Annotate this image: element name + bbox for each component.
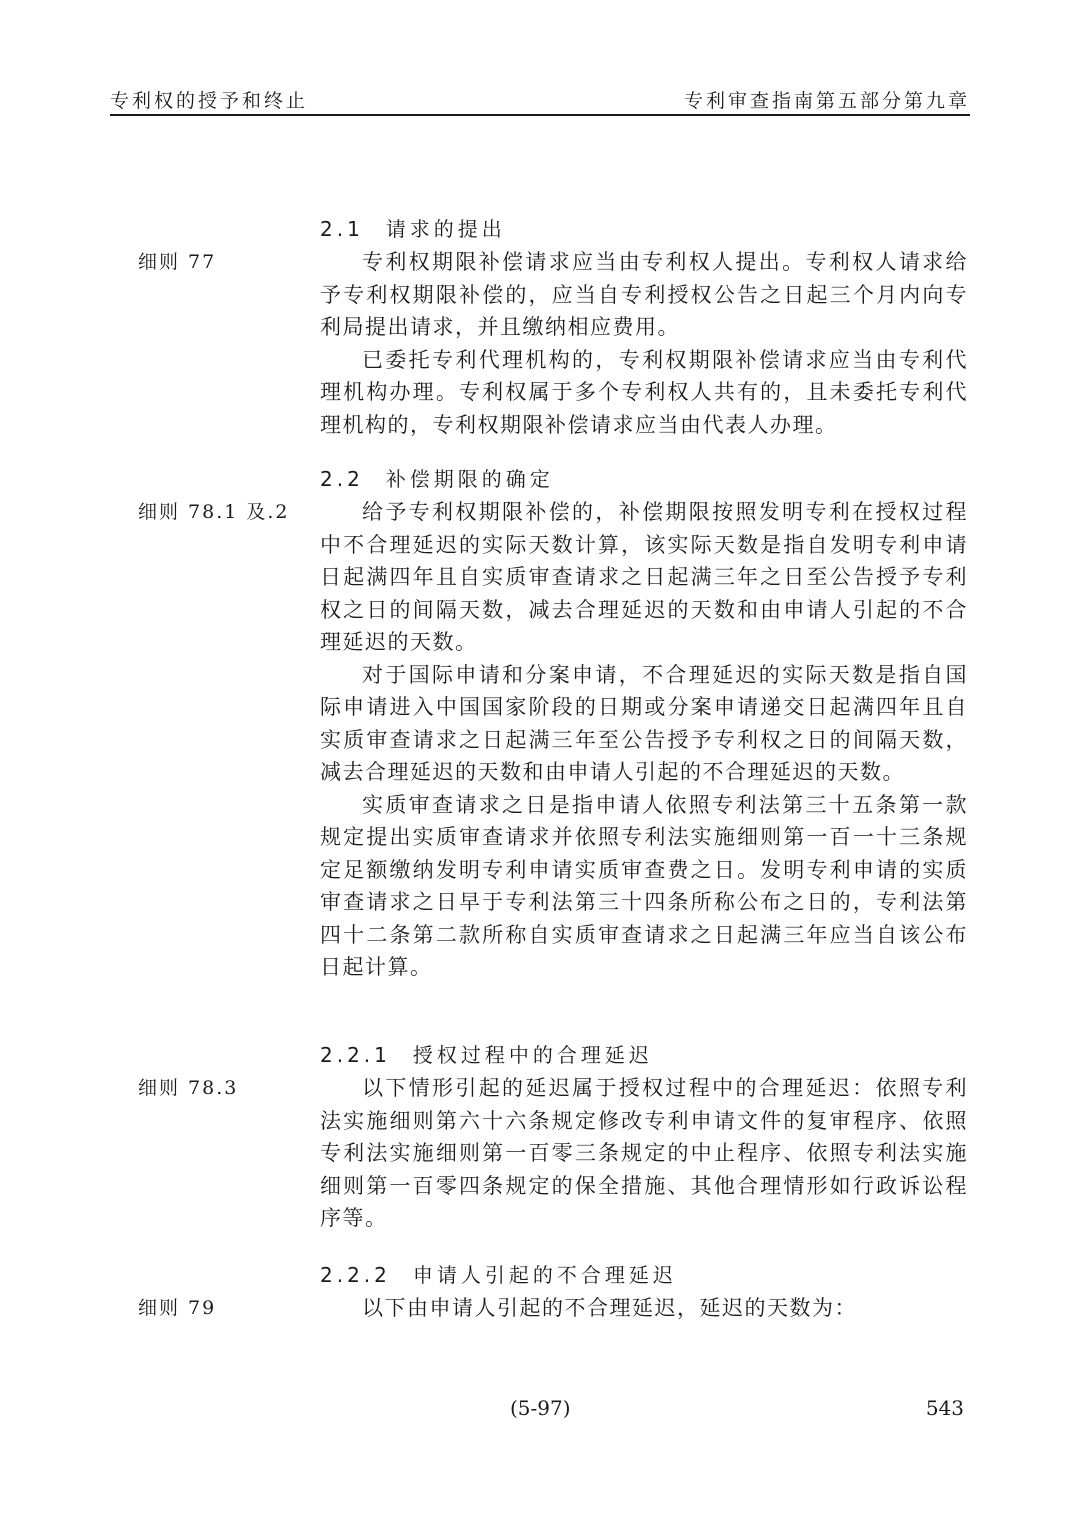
page-header xyxy=(110,86,970,114)
section-2-2-2 xyxy=(138,1260,968,1325)
header-rule xyxy=(110,114,970,116)
section-2-2 xyxy=(138,464,968,984)
section-number: 2.2.1 xyxy=(320,1043,391,1067)
section-2-1 xyxy=(138,214,968,441)
section-number: 2.2.2 xyxy=(320,1263,391,1287)
paragraph: 对于国际申请和分案申请，不合理延迟的实际天数是指自国际申请进入中国国家阶段的日期或分案申请递交日起满四年且自实质审查请求之日起满三年至公告授予专利权之日的间隔天数，减去合理延迟的天数和由申请人引起的不合理延迟的天数。 xyxy=(320,662,968,784)
section-number: 2.2 xyxy=(320,467,364,491)
header-guide-reference: 专利审查指南第五部分第九章 xyxy=(683,90,970,112)
paragraph: 以下情形引起的延迟属于授权过程中的合理延迟：依照专利法实施细则第六十六条规定修改专利申请文件的复审程序、依照专利法实施细则第一百零三条规定的中止程序、依照专利法实施细则第一百零四条规定的保全措施、其他合理情形如行政诉讼程序等。 xyxy=(320,1076,968,1230)
section-number: 2.1 xyxy=(320,217,364,241)
section-heading xyxy=(320,214,968,246)
section-title: 授权过程中的合理延迟 xyxy=(412,1043,653,1067)
page-number: 543 xyxy=(925,1396,964,1420)
section-page-number: (5-97) xyxy=(510,1396,571,1420)
paragraph: 实质审查请求之日是指申请人依照专利法第三十五条第一款规定提出实质审查请求并依照专利法实施细则第一百一十三条规定足额缴纳发明专利申请实质审查费之日。发明专利申请的实质审查请求之日早于专利法第三十四条所称公布之日的，专利法第四十二条第二款所称自实质审查请求之日起满三年应当自该公布日起计算。 xyxy=(320,792,968,979)
paragraph: 专利权期限补偿请求应当由专利权人提出。专利权人请求给予专利权期限补偿的，应当自专利授权公告之日起三个月内向专利局提出请求，并且缴纳相应费用。 xyxy=(320,250,968,339)
section-body xyxy=(320,496,968,984)
section-body xyxy=(320,1292,968,1325)
paragraph: 已委托专利代理机构的，专利权期限补偿请求应当由专利代理机构办理。专利权属于多个专利权人共有的，且未委托专利代理机构的，专利权期限补偿请求应当由代表人办理。 xyxy=(320,347,968,437)
section-heading xyxy=(320,464,968,496)
margin-rule-reference: 细则 79 xyxy=(138,1297,217,1319)
section-heading xyxy=(320,1260,968,1292)
section-body xyxy=(320,246,968,441)
section-heading xyxy=(320,1040,968,1072)
section-2-2-1 xyxy=(138,1040,968,1235)
margin-rule-reference: 细则 78.3 xyxy=(138,1077,239,1099)
page-footer xyxy=(0,1396,1080,1426)
section-title: 请求的提出 xyxy=(385,217,506,241)
margin-rule-reference: 细则 78.1 及.2 xyxy=(138,501,290,523)
margin-rule-reference: 细则 77 xyxy=(138,251,217,273)
paragraph: 给予专利权期限补偿的，补偿期限按照发明专利在授权过程中不合理延迟的实际天数计算，该实际天数是指自发明专利申请日起满四年且自实质审查请求之日起满三年之日至公告授予专利权之日的间隔天数，减去合理延迟的天数和由申请人引起的不合理延迟的天数。 xyxy=(320,500,968,654)
section-title: 申请人引起的不合理延迟 xyxy=(412,1263,677,1287)
section-body xyxy=(320,1072,968,1235)
paragraph: 以下由申请人引起的不合理延迟，延迟的天数为： xyxy=(362,1296,857,1320)
section-title: 补偿期限的确定 xyxy=(385,467,554,491)
header-chapter-title: 专利权的授予和终止 xyxy=(110,90,309,112)
